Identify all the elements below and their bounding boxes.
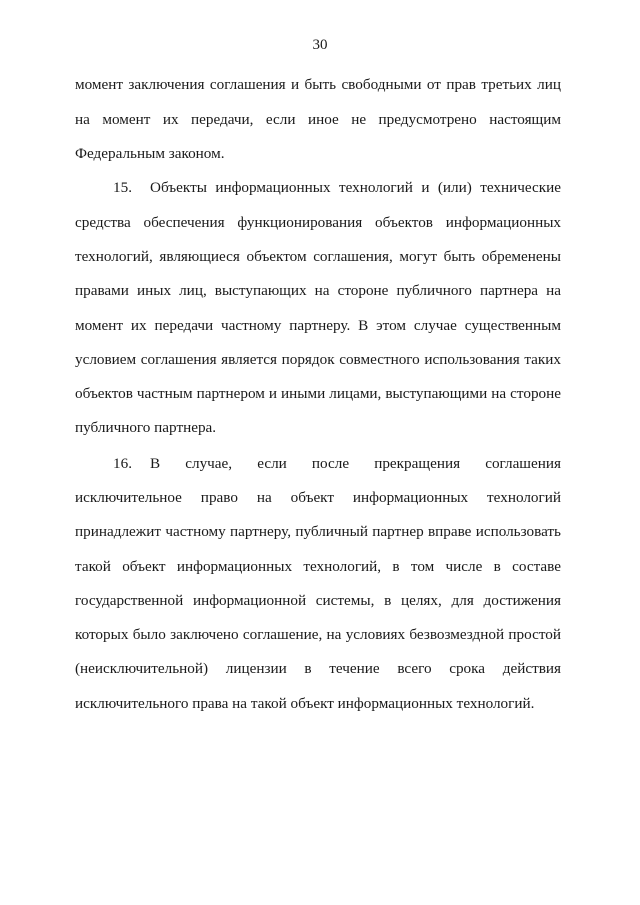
text-line: такой объект информационных технологий, в том числе в составе [75,558,561,575]
page-number: 30 [312,37,328,53]
text-line: публичного партнера. [75,419,217,436]
text-line: государственной информационной системы, в целях, для достижения [75,592,561,609]
text-line: момент их передачи частному партнеру. В этом случае существенным [75,317,561,334]
paragraph-number: 16. [113,455,132,472]
text-line: средства обеспечения функционирования объектов информационных [75,214,561,231]
text-line: технологий, являющиеся объектом соглашения, могут быть обременены [75,248,561,265]
paragraph-number: 15. [113,179,132,196]
text-line-content: Объекты информационных технологий и (или) технические [149,179,561,196]
text-line-content: В случае, если после прекращения соглашения [149,455,561,472]
text-line [113,454,561,474]
text-line: (неисключительной) лицензии в течение всего срока действия [75,660,561,677]
text-line: правами иных лиц, выступающих на стороне публичного партнера на [75,282,561,299]
text-line: которых было заключено соглашение, на условиях безвозмездной простой [75,626,561,643]
text-line: принадлежит частному партнеру, публичный партнер вправе использовать [75,523,561,540]
text-line: момент заключения соглашения и быть свободными от прав третьих лиц [75,76,561,93]
text-line: Федеральным законом. [75,145,225,162]
text-line [113,178,561,198]
text-line: условием соглашения является порядок совместного использования таких [75,351,561,368]
text-line: исключительного права на такой объект информационных технологий. [75,695,535,712]
text-line: на момент их передачи, если иное не предусмотрено настоящим [75,111,561,128]
text-line: объектов частным партнером и иными лицами, выступающими на стороне [75,385,561,402]
text-line: исключительное право на объект информационных технологий [75,489,561,506]
